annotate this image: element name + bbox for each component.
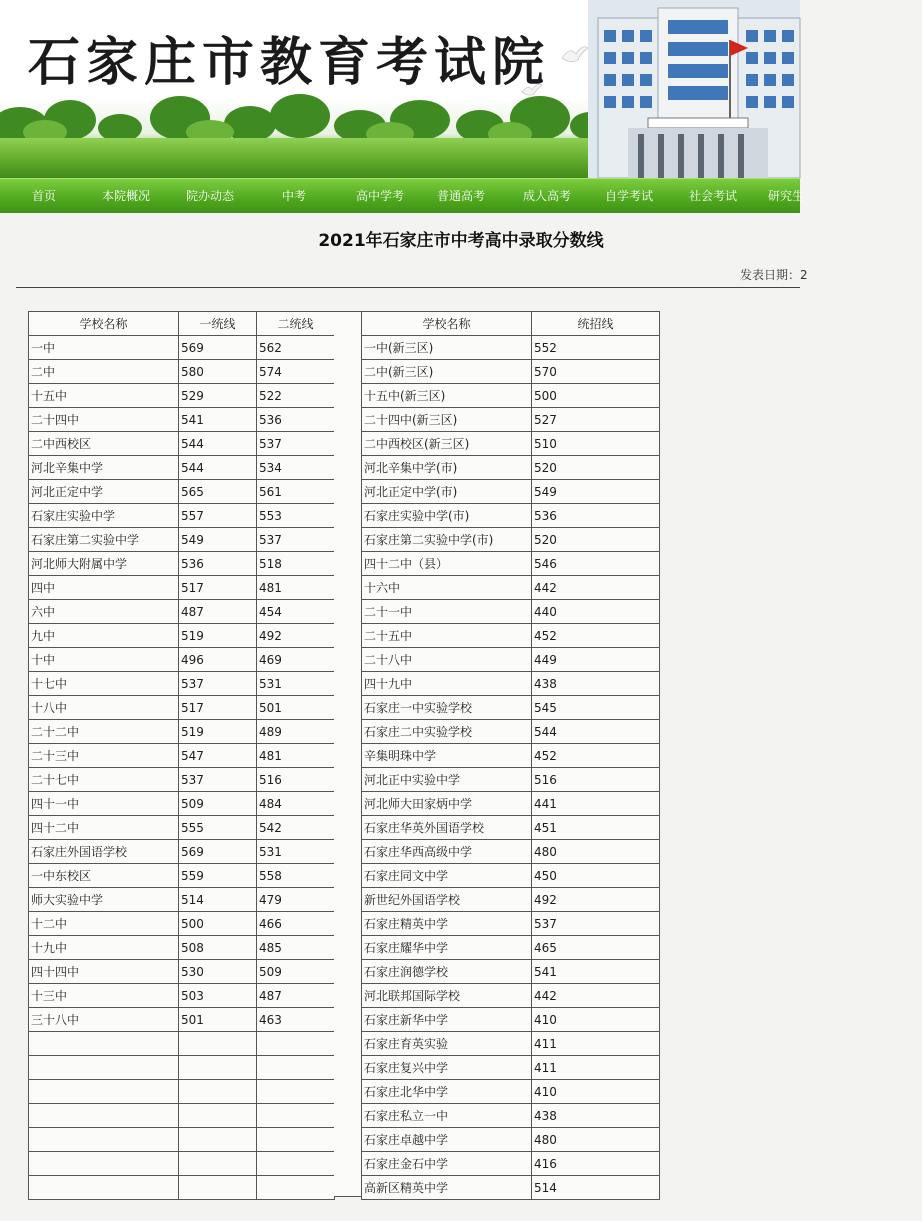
school-name-cell (29, 1104, 179, 1128)
table-row (29, 816, 335, 840)
first-line-score-cell: 529 (179, 384, 257, 408)
second-line-score-cell: 562 (257, 336, 335, 360)
admission-score-cell: 514 (532, 1176, 660, 1200)
second-line-score-cell: 479 (257, 888, 335, 912)
table-spacer-column (334, 311, 361, 1197)
table-row (29, 1056, 335, 1080)
table-row (29, 360, 335, 384)
table-row (362, 432, 660, 456)
table-row (362, 936, 660, 960)
school-name-cell: 六中 (29, 600, 179, 624)
admission-score-cell: 450 (532, 864, 660, 888)
table-row (29, 1008, 335, 1032)
school-name-cell: 十三中 (29, 984, 179, 1008)
first-line-score-cell (179, 1032, 257, 1056)
school-name-cell: 二十五中 (362, 624, 532, 648)
second-line-score-cell: 536 (257, 408, 335, 432)
table-row (362, 1032, 660, 1056)
admission-score-cell: 546 (532, 552, 660, 576)
first-line-score-cell: 569 (179, 840, 257, 864)
table-row (362, 888, 660, 912)
school-name-cell: 石家庄精英中学 (362, 912, 532, 936)
first-line-score-cell: 517 (179, 576, 257, 600)
table-row (362, 648, 660, 672)
second-line-score-cell (257, 1176, 335, 1200)
first-line-score-cell: 508 (179, 936, 257, 960)
school-name-cell: 二十三中 (29, 744, 179, 768)
school-name-cell: 十九中 (29, 936, 179, 960)
table-row (29, 960, 335, 984)
admission-score-cell: 438 (532, 1104, 660, 1128)
table-row (362, 792, 660, 816)
second-line-score-cell: 469 (257, 648, 335, 672)
first-line-score-cell: 530 (179, 960, 257, 984)
table-row (29, 600, 335, 624)
column-header-second-line: 二统线 (257, 312, 335, 336)
school-name-cell: 石家庄外国语学校 (29, 840, 179, 864)
table-row (362, 768, 660, 792)
table-row (362, 1056, 660, 1080)
table-row (29, 696, 335, 720)
first-line-score-cell: 569 (179, 336, 257, 360)
second-line-score-cell: 481 (257, 744, 335, 768)
second-line-score-cell: 509 (257, 960, 335, 984)
table-row (362, 576, 660, 600)
table-row (29, 1176, 335, 1200)
school-name-cell: 一中 (29, 336, 179, 360)
table-header-row (29, 312, 335, 336)
second-line-score-cell (257, 1104, 335, 1128)
dove-icon (560, 44, 590, 66)
school-name-cell: 石家庄第二实验中学(市) (362, 528, 532, 552)
first-line-score-cell: 557 (179, 504, 257, 528)
first-line-score-cell: 500 (179, 912, 257, 936)
school-name-cell: 十六中 (362, 576, 532, 600)
table-row (29, 528, 335, 552)
admission-score-cell: 510 (532, 432, 660, 456)
second-line-score-cell (257, 1128, 335, 1152)
table-row (29, 384, 335, 408)
admission-score-cell: 416 (532, 1152, 660, 1176)
second-line-score-cell: 487 (257, 984, 335, 1008)
nav-item-social-exam[interactable]: 社会考试 (689, 189, 738, 203)
second-line-score-cell: 534 (257, 456, 335, 480)
admission-score-cell: 500 (532, 384, 660, 408)
school-name-cell: 石家庄华西高级中学 (362, 840, 532, 864)
table-row (29, 504, 335, 528)
second-line-score-cell: 481 (257, 576, 335, 600)
table-row (362, 840, 660, 864)
school-name-cell (29, 1056, 179, 1080)
school-name-cell: 二中 (29, 360, 179, 384)
admission-score-cell: 449 (532, 648, 660, 672)
table-row (29, 648, 335, 672)
school-name-cell: 石家庄实验中学(市) (362, 504, 532, 528)
article-title: 2021年石家庄市中考高中录取分数线 (318, 231, 604, 251)
table-row (362, 1176, 660, 1200)
admission-score-cell: 552 (532, 336, 660, 360)
main-nav (0, 178, 805, 213)
table-row (29, 720, 335, 744)
table-row (362, 600, 660, 624)
table-row (362, 912, 660, 936)
first-line-score-cell: 514 (179, 888, 257, 912)
table-row (29, 936, 335, 960)
school-name-cell: 二十一中 (362, 600, 532, 624)
second-line-score-cell (257, 1080, 335, 1104)
first-line-score-cell: 547 (179, 744, 257, 768)
table-row (362, 1080, 660, 1104)
admission-score-cell: 570 (532, 360, 660, 384)
admission-score-cell: 410 (532, 1080, 660, 1104)
school-name-cell: 石家庄第二实验中学 (29, 528, 179, 552)
school-name-cell: 一中东校区 (29, 864, 179, 888)
table-row (29, 576, 335, 600)
school-name-cell: 师大实验中学 (29, 888, 179, 912)
table-row (362, 864, 660, 888)
table-row (362, 552, 660, 576)
header-banner (0, 0, 800, 178)
admission-score-cell: 492 (532, 888, 660, 912)
table-row (29, 744, 335, 768)
school-name-cell: 新世纪外国语学校 (362, 888, 532, 912)
school-name-cell: 石家庄华英外国语学校 (362, 816, 532, 840)
school-name-cell: 河北辛集中学(市) (362, 456, 532, 480)
admission-score-cell: 452 (532, 744, 660, 768)
admission-score-cell: 440 (532, 600, 660, 624)
school-name-cell: 河北正中实验中学 (362, 768, 532, 792)
first-line-score-cell: 509 (179, 792, 257, 816)
first-line-score-cell: 501 (179, 1008, 257, 1032)
second-line-score-cell: 489 (257, 720, 335, 744)
school-name-cell: 十五中 (29, 384, 179, 408)
school-name-cell: 石家庄同文中学 (362, 864, 532, 888)
school-name-cell: 河北师大田家炳中学 (362, 792, 532, 816)
table-row (29, 1128, 335, 1152)
unified-score-table (28, 311, 335, 1200)
table-header-row (362, 312, 660, 336)
first-line-score-cell (179, 1152, 257, 1176)
second-line-score-cell: 463 (257, 1008, 335, 1032)
table-row (29, 408, 335, 432)
first-line-score-cell (179, 1128, 257, 1152)
first-line-score-cell: 487 (179, 600, 257, 624)
school-name-cell: 石家庄一中实验学校 (362, 696, 532, 720)
second-line-score-cell: 485 (257, 936, 335, 960)
school-name-cell: 河北正定中学 (29, 480, 179, 504)
second-line-score-cell: 501 (257, 696, 335, 720)
second-line-score-cell: 516 (257, 768, 335, 792)
nav-item-postgraduate[interactable]: 研究生 (768, 189, 805, 203)
school-name-cell: 二十七中 (29, 768, 179, 792)
second-line-score-cell: 531 (257, 840, 335, 864)
nav-item-gaokao[interactable]: 普通高考 (437, 189, 486, 203)
admission-score-cell: 441 (532, 792, 660, 816)
admission-score-cell: 411 (532, 1056, 660, 1080)
first-line-score-cell: 519 (179, 720, 257, 744)
second-line-score-cell: 542 (257, 816, 335, 840)
table-row (29, 456, 335, 480)
table-row (362, 960, 660, 984)
second-line-score-cell: 531 (257, 672, 335, 696)
first-line-score-cell: 496 (179, 648, 257, 672)
nav-item-news[interactable]: 院办动态 (186, 189, 235, 203)
column-header-school: 学校名称 (362, 312, 532, 336)
column-header-first-line: 一统线 (179, 312, 257, 336)
table-row (29, 768, 335, 792)
school-name-cell: 石家庄育英实验 (362, 1032, 532, 1056)
first-line-score-cell (179, 1080, 257, 1104)
admission-score-cell: 451 (532, 816, 660, 840)
school-name-cell: 四中 (29, 576, 179, 600)
school-name-cell (29, 1152, 179, 1176)
admission-score-cell: 438 (532, 672, 660, 696)
school-name-cell: 河北辛集中学 (29, 456, 179, 480)
table-row (362, 408, 660, 432)
table-row (362, 672, 660, 696)
second-line-score-cell (257, 1152, 335, 1176)
admission-score-cell: 480 (532, 840, 660, 864)
school-name-cell: 一中(新三区) (362, 336, 532, 360)
school-name-cell: 河北师大附属中学 (29, 552, 179, 576)
school-name-cell: 石家庄润德学校 (362, 960, 532, 984)
nav-item-xueye-exam[interactable]: 高中学考 (356, 189, 405, 203)
first-line-score-cell: 555 (179, 816, 257, 840)
admission-score-cell: 465 (532, 936, 660, 960)
dove-icon-small (520, 82, 544, 100)
site-title: 石家庄市教育考试院 (28, 32, 551, 93)
first-line-score-cell: 541 (179, 408, 257, 432)
nav-item-zhongkao[interactable]: 中考 (282, 189, 307, 203)
table-row (29, 1152, 335, 1176)
table-row (362, 504, 660, 528)
second-line-score-cell (257, 1032, 335, 1056)
school-name-cell: 三十八中 (29, 1008, 179, 1032)
school-name-cell: 石家庄实验中学 (29, 504, 179, 528)
table-row (29, 672, 335, 696)
school-name-cell: 二十八中 (362, 648, 532, 672)
table-row (362, 1128, 660, 1152)
admission-score-cell: 520 (532, 456, 660, 480)
second-line-score-cell: 558 (257, 864, 335, 888)
first-line-score-cell: 565 (179, 480, 257, 504)
first-line-score-cell: 537 (179, 672, 257, 696)
second-line-score-cell: 454 (257, 600, 335, 624)
school-name-cell: 石家庄新华中学 (362, 1008, 532, 1032)
second-line-score-cell: 537 (257, 528, 335, 552)
second-line-score-cell: 466 (257, 912, 335, 936)
first-line-score-cell: 559 (179, 864, 257, 888)
school-name-cell: 十五中(新三区) (362, 384, 532, 408)
school-name-cell (29, 1032, 179, 1056)
table-row (29, 480, 335, 504)
table-row (29, 888, 335, 912)
table-row (362, 1152, 660, 1176)
table-row (362, 984, 660, 1008)
table-row (29, 552, 335, 576)
first-line-score-cell: 544 (179, 456, 257, 480)
school-name-cell: 九中 (29, 624, 179, 648)
second-line-score-cell: 537 (257, 432, 335, 456)
second-line-score-cell: 492 (257, 624, 335, 648)
building-image (588, 0, 800, 178)
admission-score-cell: 537 (532, 912, 660, 936)
school-name-cell: 河北联邦国际学校 (362, 984, 532, 1008)
table-row (362, 1104, 660, 1128)
table-row (362, 480, 660, 504)
admission-score-cell: 544 (532, 720, 660, 744)
school-name-cell: 二中西校区(新三区) (362, 432, 532, 456)
first-line-score-cell: 544 (179, 432, 257, 456)
school-name-cell: 石家庄耀华中学 (362, 936, 532, 960)
admission-score-cell: 516 (532, 768, 660, 792)
publish-date: 发表日期：2 (740, 268, 808, 282)
table-row (362, 624, 660, 648)
first-line-score-cell: 549 (179, 528, 257, 552)
table-row (362, 456, 660, 480)
school-name-cell: 辛集明珠中学 (362, 744, 532, 768)
school-name-cell: 四十一中 (29, 792, 179, 816)
school-name-cell: 石家庄私立一中 (362, 1104, 532, 1128)
second-line-score-cell: 574 (257, 360, 335, 384)
nav-item-adult-exam[interactable]: 成人高考 (523, 189, 572, 203)
second-line-score-cell: 484 (257, 792, 335, 816)
admission-score-cell: 410 (532, 1008, 660, 1032)
first-line-score-cell: 503 (179, 984, 257, 1008)
school-name-cell: 四十二中 (29, 816, 179, 840)
school-name-cell: 十七中 (29, 672, 179, 696)
first-line-score-cell (179, 1104, 257, 1128)
second-line-score-cell: 553 (257, 504, 335, 528)
first-line-score-cell: 580 (179, 360, 257, 384)
table-row (362, 528, 660, 552)
admission-score-cell: 527 (532, 408, 660, 432)
table-row (29, 624, 335, 648)
first-line-score-cell: 536 (179, 552, 257, 576)
table-row (29, 432, 335, 456)
table-row (29, 1032, 335, 1056)
column-header-school: 学校名称 (29, 312, 179, 336)
school-name-cell: 四十四中 (29, 960, 179, 984)
school-name-cell (29, 1176, 179, 1200)
table-row (362, 816, 660, 840)
admission-score-cell: 541 (532, 960, 660, 984)
admission-score-cell: 520 (532, 528, 660, 552)
school-name-cell: 十二中 (29, 912, 179, 936)
nav-item-home[interactable]: 首页 (32, 189, 57, 203)
school-name-cell: 石家庄金石中学 (362, 1152, 532, 1176)
divider (16, 287, 800, 288)
table-row (362, 744, 660, 768)
first-line-score-cell: 517 (179, 696, 257, 720)
school-name-cell: 二中西校区 (29, 432, 179, 456)
school-name-cell: 十中 (29, 648, 179, 672)
school-name-cell: 二十四中(新三区) (362, 408, 532, 432)
second-line-score-cell: 522 (257, 384, 335, 408)
table-row (362, 1008, 660, 1032)
school-name-cell: 石家庄卓越中学 (362, 1128, 532, 1152)
school-name-cell (29, 1080, 179, 1104)
second-line-score-cell: 518 (257, 552, 335, 576)
admission-score-cell: 480 (532, 1128, 660, 1152)
school-name-cell: 十八中 (29, 696, 179, 720)
school-name-cell: 石家庄复兴中学 (362, 1056, 532, 1080)
first-line-score-cell (179, 1176, 257, 1200)
admission-score-cell: 545 (532, 696, 660, 720)
second-line-score-cell (257, 1056, 335, 1080)
second-line-score-cell: 561 (257, 480, 335, 504)
nav-item-self-study[interactable]: 自学考试 (605, 189, 654, 203)
table-row (29, 984, 335, 1008)
admission-score-cell: 452 (532, 624, 660, 648)
school-name-cell: 二中(新三区) (362, 360, 532, 384)
school-name-cell: 四十九中 (362, 672, 532, 696)
school-name-cell: 四十二中（县） (362, 552, 532, 576)
school-name-cell: 石家庄北华中学 (362, 1080, 532, 1104)
first-line-score-cell: 519 (179, 624, 257, 648)
admission-score-cell: 442 (532, 576, 660, 600)
table-row (362, 696, 660, 720)
table-row (29, 912, 335, 936)
admission-score-cell: 442 (532, 984, 660, 1008)
nav-item-about[interactable]: 本院概况 (102, 189, 151, 203)
table-row (362, 384, 660, 408)
school-name-cell: 高新区精英中学 (362, 1176, 532, 1200)
table-row (29, 792, 335, 816)
table-row (362, 336, 660, 360)
table-row (362, 360, 660, 384)
admission-score-cell: 536 (532, 504, 660, 528)
table-row (29, 1080, 335, 1104)
school-name-cell: 二十二中 (29, 720, 179, 744)
table-row (362, 720, 660, 744)
school-name-cell: 二十四中 (29, 408, 179, 432)
first-line-score-cell: 537 (179, 768, 257, 792)
table-row (29, 336, 335, 360)
admission-score-cell: 411 (532, 1032, 660, 1056)
general-admission-table (361, 311, 660, 1200)
school-name-cell (29, 1128, 179, 1152)
table-row (29, 1104, 335, 1128)
school-name-cell: 河北正定中学(市) (362, 480, 532, 504)
admission-score-cell: 549 (532, 480, 660, 504)
school-name-cell: 石家庄二中实验学校 (362, 720, 532, 744)
table-row (29, 840, 335, 864)
table-row (29, 864, 335, 888)
column-header-admission-line: 统招线 (532, 312, 660, 336)
first-line-score-cell (179, 1056, 257, 1080)
